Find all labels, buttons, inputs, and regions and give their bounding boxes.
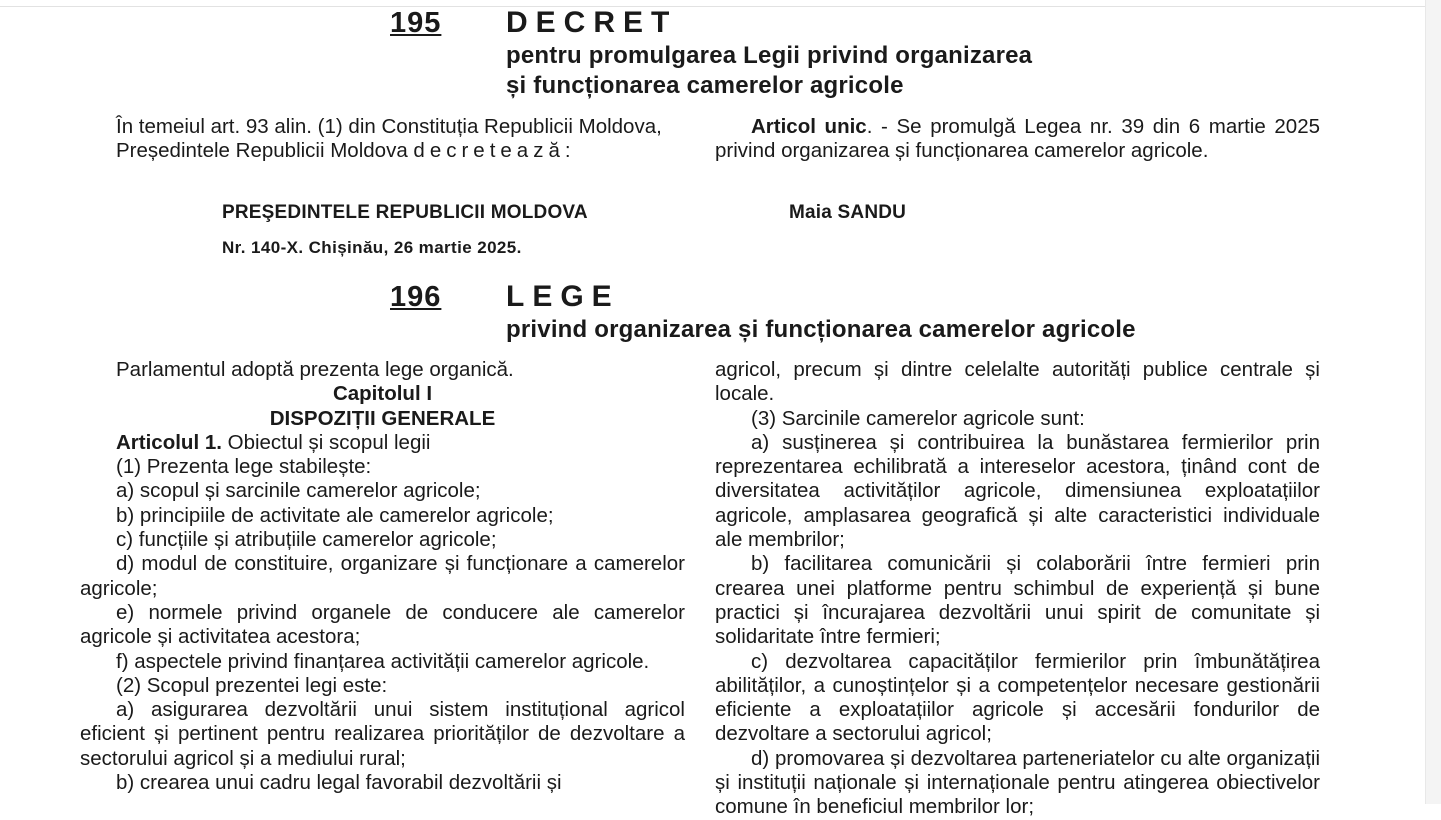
paragraph-1e: e) normele privind organele de conducere ale camerelor agricole și activitatea acestora; bbox=[80, 600, 685, 649]
paragraph-2b: b) crearea unui cadru legal favorabil dezvoltării și bbox=[116, 771, 562, 795]
paragraph-2: (2) Scopul prezentei legi este: bbox=[116, 673, 388, 697]
top-divider bbox=[0, 6, 1425, 7]
decree-preamble: În temeiul art. 93 alin. (1) din Constituția Republicii Moldova, bbox=[116, 115, 662, 138]
paragraph-3d: d) promovarea și dezvoltarea parteneriatelor cu alte organizații și instituții naționale și internaționale pentru atingerea obiectivelor comune în beneficiul membrilor lor; bbox=[715, 746, 1320, 819]
law-subtitle: privind organizarea și funcționarea camerelor agricole bbox=[506, 316, 1136, 343]
paragraph-1c: c) funcțiile și atribuțiile camerelor agricole; bbox=[116, 528, 497, 552]
article-1-heading bbox=[80, 431, 685, 455]
decree-left-column bbox=[80, 115, 685, 164]
law-right-column bbox=[715, 358, 1320, 820]
signature-name: Maia SANDU bbox=[789, 202, 907, 223]
paragraph-2a: a) asigurarea dezvoltării unui sistem instituțional agricol eficient și pertinent pentru realizarea priorităților de dezvoltare a sectorului agricol și a mediului rural; bbox=[80, 698, 685, 770]
law-intro: Parlamentul adoptă prezenta lege organică. bbox=[116, 358, 514, 381]
article-1-label: Articolul 1. bbox=[116, 430, 222, 454]
article-1-title: Obiectul și scopul legii bbox=[221, 430, 431, 454]
decree-right-column bbox=[715, 115, 1320, 164]
decree-type: DECRET bbox=[506, 6, 678, 39]
decree-decretes bbox=[80, 139, 685, 163]
paragraph-1b: b) principiile de activitate ale camerelor agricole; bbox=[116, 503, 554, 527]
decree-reference: Nr. 140-X. Chișinău, 26 martie 2025. bbox=[222, 238, 522, 257]
chapter-title: DISPOZIȚII GENERALE bbox=[269, 406, 496, 430]
decree-number: 195 bbox=[390, 7, 442, 39]
paragraph-3: (3) Sarcinile camerelor agricole sunt: bbox=[751, 406, 1085, 430]
paragraph-1: (1) Prezenta lege stabilește: bbox=[116, 455, 372, 479]
paragraph-1a: a) scopul și sarcinile camerelor agricole; bbox=[116, 479, 481, 503]
law-number: 196 bbox=[390, 281, 442, 313]
paragraph-3c: c) dezvoltarea capacităților fermierilor prin îmbunătățirea abilităților, a cunoștințelor și a competențelor necesare gestionării eficiente a exploatațiilor agricole și accesării fondurilor de dezvoltare a sectorului agricol; bbox=[715, 649, 1320, 746]
decree-article-unic bbox=[715, 115, 1320, 164]
decree-decretes-prefix: Președintele Republicii Moldova bbox=[116, 139, 414, 163]
paragraph-3a: a) susținerea și contribuirea la bunăstarea fermierilor prin reprezentarea echilibrată a intereselor acestora, ținând cont de diversitatea activităților agricole, dimensiunea exploatațiilor agricole, amplasarea geografică și alte caracteristici individuale ale membrilor; bbox=[715, 430, 1320, 552]
paragraph-1d: d) modul de constituire, organizare și funcționare a camerelor agricole; bbox=[80, 552, 685, 600]
paragraph-continuation: agricol, precum și dintre celelalte autorități publice centrale și locale. bbox=[715, 358, 1320, 406]
law-left-column bbox=[80, 358, 685, 795]
decree-decretes-word: decretează: bbox=[413, 139, 576, 163]
paragraph-3b: b) facilitarea comunicării și colaborării între fermieri prin crearea unei platforme pentru schimbul de experiență și bune practici și încurajarea dezvoltării unui spirit de comunitate și solidaritate între fermieri; bbox=[715, 552, 1320, 649]
law-type: LEGE bbox=[506, 280, 620, 313]
scrollbar[interactable] bbox=[1425, 0, 1441, 804]
decree-subtitle-line2: și funcționarea camerelor agricole bbox=[506, 72, 904, 99]
decree-article-text: . - Se promulgă Legea nr. 39 din 6 martie 2025 privind organizarea și funcționarea camerelor agricole. bbox=[715, 115, 1320, 163]
decree-article-label: Articol unic bbox=[751, 115, 867, 138]
chapter-heading: Capitolul I bbox=[332, 382, 433, 406]
signature-title: PREŞEDINTELE REPUBLICII MOLDOVA bbox=[222, 202, 588, 223]
decree-subtitle-line1: pentru promulgarea Legii privind organizarea bbox=[506, 42, 1033, 69]
paragraph-1f: f) aspectele privind finanțarea activității camerelor agricole. bbox=[116, 649, 650, 673]
